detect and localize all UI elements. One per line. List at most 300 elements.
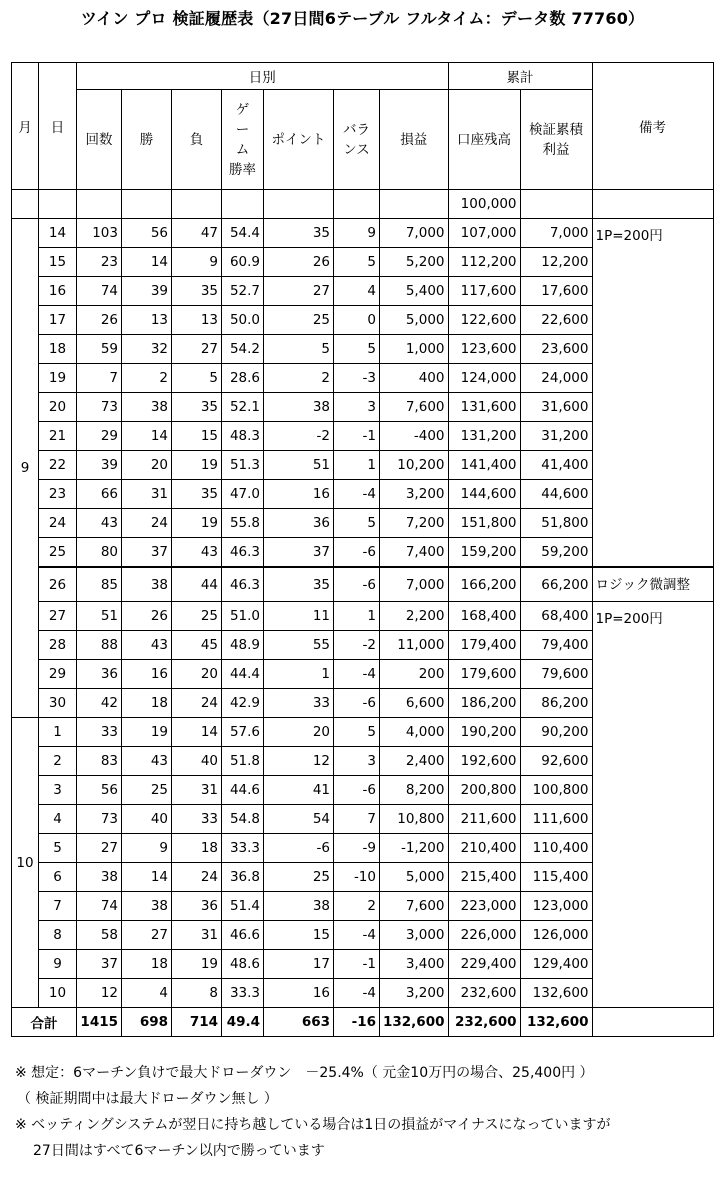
profit-cell: 5,200 [380, 248, 449, 277]
count-cell: 56 [77, 776, 122, 805]
balance-cell: -4 [334, 480, 380, 509]
balance-cell: 3 [334, 747, 380, 776]
profit-cell: 7,000 [380, 567, 449, 602]
balance-cell: 1 [334, 451, 380, 480]
profit-cell: 6,600 [380, 689, 449, 718]
profit-cell: 5,400 [380, 277, 449, 306]
points-cell: 16 [264, 480, 334, 509]
profit-cell: 2,200 [380, 602, 449, 631]
day-cell: 19 [39, 364, 77, 393]
rate-cell: 51.4 [222, 892, 264, 921]
win-cell: 39 [122, 277, 172, 306]
footnotes [15, 1060, 610, 1164]
profit-cell: 5,000 [380, 306, 449, 335]
points-cell: 12 [264, 747, 334, 776]
lose-cell: 25 [172, 602, 222, 631]
lose-cell: 8 [172, 979, 222, 1008]
day-cell: 4 [39, 805, 77, 834]
footnote: （ 検証期間中は最大ドローダウン無し ） [17, 1091, 278, 1107]
day-cell: 25 [39, 538, 77, 568]
count-header: 回数 [77, 90, 122, 190]
profit-cell: 10,200 [380, 451, 449, 480]
lose-cell: 35 [172, 393, 222, 422]
profit-cell: 7,400 [380, 538, 449, 568]
account-cell: 131,200 [448, 422, 520, 451]
rate-cell: 44.4 [222, 660, 264, 689]
total-label: 合計 [12, 1008, 77, 1037]
month-cell: 9 [12, 219, 39, 718]
cumulative-cell: 90,200 [520, 718, 592, 747]
footnote: ※ 想定：6マーチン負けで最大ドローダウン －25.4%（ 元金10万円の場合、25,400円 ） [15, 1065, 594, 1081]
rate-cell: 57.6 [222, 718, 264, 747]
account-cell: 186,200 [448, 689, 520, 718]
day-cell: 10 [39, 979, 77, 1008]
points-cell: 54 [264, 805, 334, 834]
count-cell: 58 [77, 921, 122, 950]
balance-cell: -4 [334, 979, 380, 1008]
day-cell: 6 [39, 863, 77, 892]
win-cell: 38 [122, 567, 172, 602]
account-cell: 124,000 [448, 364, 520, 393]
profit-cell: 7,000 [380, 219, 449, 248]
points-cell: 5 [264, 335, 334, 364]
lose-cell: 36 [172, 892, 222, 921]
win-cell: 27 [122, 921, 172, 950]
win-cell: 38 [122, 892, 172, 921]
game-rate-header-line: ゲ [235, 101, 250, 118]
notes-header: 備考 [592, 63, 713, 190]
count-cell: 85 [77, 567, 122, 602]
account-cell: 123,600 [448, 335, 520, 364]
account-cell: 229,400 [448, 950, 520, 979]
points-cell: 51 [264, 451, 334, 480]
points-cell: 41 [264, 776, 334, 805]
points-cell: -6 [264, 834, 334, 863]
cumulative-cell: 41,400 [520, 451, 592, 480]
initial-balance: 100,000 [448, 190, 520, 219]
rate-cell: 46.6 [222, 921, 264, 950]
count-cell: 38 [77, 863, 122, 892]
balance-cell: -6 [334, 538, 380, 568]
balance-cell: -6 [334, 567, 380, 602]
account-cell: 200,800 [448, 776, 520, 805]
profit-cell: 2,400 [380, 747, 449, 776]
count-cell: 36 [77, 660, 122, 689]
rate-cell: 44.6 [222, 776, 264, 805]
cumulative-cell: 66,200 [520, 567, 592, 602]
cumulative-profit-header [520, 90, 592, 190]
lose-cell: 43 [172, 538, 222, 568]
count-cell: 23 [77, 248, 122, 277]
rate-cell: 33.3 [222, 834, 264, 863]
balance-cell: -2 [334, 631, 380, 660]
lose-cell: 35 [172, 277, 222, 306]
count-cell: 74 [77, 892, 122, 921]
cumulative-cell: 79,400 [520, 631, 592, 660]
win-cell: 20 [122, 451, 172, 480]
balance-cell: 5 [334, 509, 380, 538]
cumulative-cell: 68,400 [520, 602, 592, 631]
account-cell: 226,000 [448, 921, 520, 950]
rate-cell: 54.8 [222, 805, 264, 834]
table-row [12, 219, 714, 248]
total-account: 232,600 [448, 1008, 520, 1037]
rate-cell: 54.2 [222, 335, 264, 364]
points-cell: 1 [264, 660, 334, 689]
cumulative-cell: 92,600 [520, 747, 592, 776]
count-cell: 26 [77, 306, 122, 335]
points-cell: 2 [264, 364, 334, 393]
lose-cell: 24 [172, 863, 222, 892]
lose-cell: 27 [172, 335, 222, 364]
win-cell: 25 [122, 776, 172, 805]
account-cell: 190,200 [448, 718, 520, 747]
lose-cell: 5 [172, 364, 222, 393]
footnote: 27日間はすべて6マーチン以内で勝っています [33, 1143, 325, 1159]
points-cell: 17 [264, 950, 334, 979]
account-cell: 159,200 [448, 538, 520, 568]
profit-cell: 4,000 [380, 718, 449, 747]
win-cell: 38 [122, 393, 172, 422]
count-cell: 73 [77, 393, 122, 422]
day-cell: 29 [39, 660, 77, 689]
rate-cell: 47.0 [222, 480, 264, 509]
day-cell: 14 [39, 219, 77, 248]
profit-cell: 7,200 [380, 509, 449, 538]
lose-cell: 45 [172, 631, 222, 660]
lose-cell: 15 [172, 422, 222, 451]
lose-cell: 31 [172, 921, 222, 950]
points-cell: 36 [264, 509, 334, 538]
month-header: 月 [12, 63, 39, 190]
day-cell: 5 [39, 834, 77, 863]
balance-cell: 5 [334, 248, 380, 277]
points-cell: 38 [264, 393, 334, 422]
rate-cell: 46.3 [222, 567, 264, 602]
count-cell: 88 [77, 631, 122, 660]
points-cell: 38 [264, 892, 334, 921]
points-cell: 37 [264, 538, 334, 568]
profit-cell: 3,200 [380, 979, 449, 1008]
day-cell: 28 [39, 631, 77, 660]
account-cell: 122,600 [448, 306, 520, 335]
account-cell: 223,000 [448, 892, 520, 921]
account-cell: 166,200 [448, 567, 520, 602]
total-count: 1415 [77, 1008, 122, 1037]
points-cell: 25 [264, 306, 334, 335]
balance-header-line: ンス [343, 141, 370, 158]
count-cell: 51 [77, 602, 122, 631]
count-cell: 103 [77, 219, 122, 248]
win-cell: 40 [122, 805, 172, 834]
win-cell: 4 [122, 979, 172, 1008]
count-cell: 29 [77, 422, 122, 451]
note-cell: 1P=200円 [592, 602, 713, 1008]
rate-cell: 46.3 [222, 538, 264, 568]
win-cell: 18 [122, 689, 172, 718]
rate-cell: 48.6 [222, 950, 264, 979]
table-body [12, 190, 714, 1008]
profit-cell: 10,800 [380, 805, 449, 834]
win-cell: 14 [122, 248, 172, 277]
day-cell: 20 [39, 393, 77, 422]
account-cell: 211,600 [448, 805, 520, 834]
total-profit: 132,600 [380, 1008, 449, 1037]
win-cell: 26 [122, 602, 172, 631]
balance-cell: -10 [334, 863, 380, 892]
lose-cell: 47 [172, 219, 222, 248]
game-rate-header [222, 90, 264, 190]
cumulative-group-header: 累計 [448, 63, 592, 90]
points-cell: 20 [264, 718, 334, 747]
cumulative-cell: 123,000 [520, 892, 592, 921]
balance-cell: -3 [334, 364, 380, 393]
day-header: 日 [39, 63, 77, 190]
cumulative-cell: 111,600 [520, 805, 592, 834]
balance-cell: -4 [334, 660, 380, 689]
win-cell: 18 [122, 950, 172, 979]
account-cell: 107,000 [448, 219, 520, 248]
cumulative-cell: 17,600 [520, 277, 592, 306]
rate-cell: 60.9 [222, 248, 264, 277]
cumulative-cell: 51,800 [520, 509, 592, 538]
rate-cell: 48.9 [222, 631, 264, 660]
account-cell: 168,400 [448, 602, 520, 631]
rate-cell: 55.8 [222, 509, 264, 538]
account-balance-header: 口座残高 [448, 90, 520, 190]
day-cell: 8 [39, 921, 77, 950]
balance-cell: 0 [334, 306, 380, 335]
lose-cell: 19 [172, 509, 222, 538]
profit-cell: 1,000 [380, 335, 449, 364]
balance-cell: -4 [334, 921, 380, 950]
total-cumulative: 132,600 [520, 1008, 592, 1037]
win-cell: 14 [122, 422, 172, 451]
win-header: 勝 [122, 90, 172, 190]
balance-cell: 2 [334, 892, 380, 921]
total-row [12, 1008, 714, 1037]
day-cell: 9 [39, 950, 77, 979]
count-cell: 7 [77, 364, 122, 393]
cumulative-cell: 31,600 [520, 393, 592, 422]
cumulative-cell: 100,800 [520, 776, 592, 805]
profit-cell: 400 [380, 364, 449, 393]
rate-cell: 33.3 [222, 979, 264, 1008]
account-cell: 215,400 [448, 863, 520, 892]
cumulative-cell: 22,600 [520, 306, 592, 335]
day-cell: 15 [39, 248, 77, 277]
lose-cell: 18 [172, 834, 222, 863]
points-cell: 35 [264, 567, 334, 602]
points-cell: -2 [264, 422, 334, 451]
count-cell: 66 [77, 480, 122, 509]
total-win: 698 [122, 1008, 172, 1037]
cumulative-cell: 12,200 [520, 248, 592, 277]
balance-cell: 7 [334, 805, 380, 834]
count-cell: 33 [77, 718, 122, 747]
rate-cell: 51.8 [222, 747, 264, 776]
footnote: ※ ベッティングシステムが翌日に持ち越している場合は1日の損益がマイナスになっていますが [15, 1117, 611, 1133]
account-cell: 179,400 [448, 631, 520, 660]
account-cell: 144,600 [448, 480, 520, 509]
balance-cell: 4 [334, 277, 380, 306]
day-cell: 2 [39, 747, 77, 776]
cumulative-cell: 59,200 [520, 538, 592, 568]
day-cell: 3 [39, 776, 77, 805]
count-cell: 39 [77, 451, 122, 480]
win-cell: 19 [122, 718, 172, 747]
cumulative-cell: 31,200 [520, 422, 592, 451]
day-cell: 27 [39, 602, 77, 631]
balance-header [334, 90, 380, 190]
rate-cell: 51.0 [222, 602, 264, 631]
profit-cell: 7,600 [380, 393, 449, 422]
profit-header: 損益 [380, 90, 449, 190]
rate-cell: 50.0 [222, 306, 264, 335]
cumulative-cell: 115,400 [520, 863, 592, 892]
total-lose: 714 [172, 1008, 222, 1037]
count-cell: 27 [77, 834, 122, 863]
count-cell: 74 [77, 277, 122, 306]
win-cell: 43 [122, 747, 172, 776]
profit-cell: 8,200 [380, 776, 449, 805]
rate-cell: 36.8 [222, 863, 264, 892]
win-cell: 13 [122, 306, 172, 335]
cumulative-cell: 86,200 [520, 689, 592, 718]
count-cell: 83 [77, 747, 122, 776]
points-cell: 35 [264, 219, 334, 248]
day-cell: 24 [39, 509, 77, 538]
points-cell: 33 [264, 689, 334, 718]
profit-cell: 3,000 [380, 921, 449, 950]
game-rate-header-line: ー [235, 121, 250, 138]
cumulative-cell: 79,600 [520, 660, 592, 689]
profit-cell: -1,200 [380, 834, 449, 863]
cumulative-profit-header-line: 利益 [542, 141, 570, 158]
daily-group-header: 日別 [77, 63, 449, 90]
balance-cell: -6 [334, 689, 380, 718]
cumulative-cell: 129,400 [520, 950, 592, 979]
day-cell: 23 [39, 480, 77, 509]
cumulative-cell: 7,000 [520, 219, 592, 248]
account-cell: 192,600 [448, 747, 520, 776]
initial-row [12, 190, 714, 219]
lose-header: 負 [172, 90, 222, 190]
total-points: 663 [264, 1008, 334, 1037]
lose-cell: 19 [172, 451, 222, 480]
count-cell: 59 [77, 335, 122, 364]
rate-cell: 51.3 [222, 451, 264, 480]
lose-cell: 9 [172, 248, 222, 277]
win-cell: 2 [122, 364, 172, 393]
win-cell: 24 [122, 509, 172, 538]
day-cell: 18 [39, 335, 77, 364]
points-cell: 11 [264, 602, 334, 631]
lose-cell: 20 [172, 660, 222, 689]
profit-cell: -400 [380, 422, 449, 451]
game-rate-header-line: ム [235, 141, 250, 158]
profit-cell: 3,400 [380, 950, 449, 979]
cumulative-cell: 126,000 [520, 921, 592, 950]
account-cell: 232,600 [448, 979, 520, 1008]
win-cell: 16 [122, 660, 172, 689]
page-title: ツイン プロ 検証履歴表（27日間6テーブル フルタイム：データ数 77760） [80, 9, 645, 28]
table-row [12, 602, 714, 631]
win-cell: 37 [122, 538, 172, 568]
balance-header-line: バラ [343, 121, 370, 138]
points-cell: 26 [264, 248, 334, 277]
lose-cell: 40 [172, 747, 222, 776]
account-cell: 151,800 [448, 509, 520, 538]
lose-cell: 44 [172, 567, 222, 602]
note-cell: 1P=200円 [592, 219, 713, 568]
day-cell: 7 [39, 892, 77, 921]
count-cell: 12 [77, 979, 122, 1008]
count-cell: 73 [77, 805, 122, 834]
profit-cell: 3,200 [380, 480, 449, 509]
total-balance: -16 [334, 1008, 380, 1037]
win-cell: 31 [122, 480, 172, 509]
cumulative-cell: 132,600 [520, 979, 592, 1008]
win-cell: 32 [122, 335, 172, 364]
rate-cell: 52.7 [222, 277, 264, 306]
cumulative-cell: 44,600 [520, 480, 592, 509]
note-cell: ロジック微調整 [592, 567, 713, 602]
lose-cell: 33 [172, 805, 222, 834]
points-cell: 27 [264, 277, 334, 306]
profit-cell: 11,000 [380, 631, 449, 660]
profit-cell: 5,000 [380, 863, 449, 892]
points-header: ポイント [264, 90, 334, 190]
balance-cell: 5 [334, 335, 380, 364]
points-cell: 16 [264, 979, 334, 1008]
account-cell: 117,600 [448, 277, 520, 306]
total-rate: 49.4 [222, 1008, 264, 1037]
profit-cell: 200 [380, 660, 449, 689]
count-cell: 43 [77, 509, 122, 538]
cumulative-cell: 23,600 [520, 335, 592, 364]
balance-cell: -1 [334, 422, 380, 451]
balance-cell: 3 [334, 393, 380, 422]
account-cell: 141,400 [448, 451, 520, 480]
day-cell: 22 [39, 451, 77, 480]
table-row [12, 567, 714, 602]
rate-cell: 54.4 [222, 219, 264, 248]
lose-cell: 31 [172, 776, 222, 805]
win-cell: 9 [122, 834, 172, 863]
points-cell: 25 [264, 863, 334, 892]
balance-cell: 1 [334, 602, 380, 631]
account-cell: 131,600 [448, 393, 520, 422]
balance-cell: -9 [334, 834, 380, 863]
rate-cell: 28.6 [222, 364, 264, 393]
day-cell: 30 [39, 689, 77, 718]
day-cell: 1 [39, 718, 77, 747]
cumulative-profit-header-line: 検証累積 [529, 121, 583, 138]
account-cell: 210,400 [448, 834, 520, 863]
cumulative-cell: 110,400 [520, 834, 592, 863]
win-cell: 14 [122, 863, 172, 892]
verification-history-table [11, 62, 714, 1037]
month-cell: 10 [12, 718, 39, 1008]
points-cell: 15 [264, 921, 334, 950]
rate-cell: 42.9 [222, 689, 264, 718]
count-cell: 37 [77, 950, 122, 979]
lose-cell: 24 [172, 689, 222, 718]
balance-cell: -6 [334, 776, 380, 805]
count-cell: 42 [77, 689, 122, 718]
win-cell: 56 [122, 219, 172, 248]
